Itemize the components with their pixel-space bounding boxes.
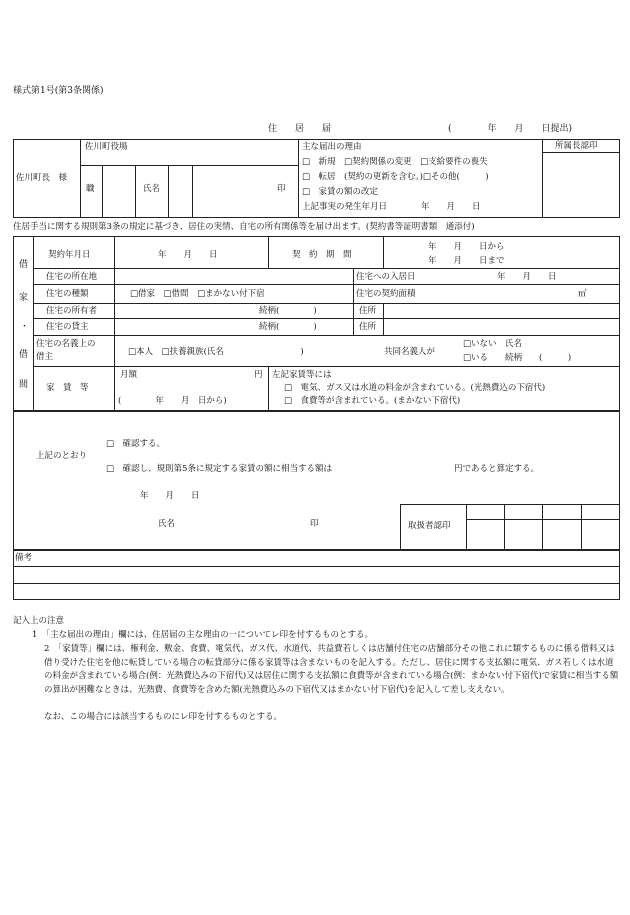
note-item-1: 1 「主な届出の理由」欄には、住居届の主な理由の一についてレ印を付するものとする。: [32, 630, 373, 640]
contract-date-label: 契約年月日: [48, 250, 91, 260]
landlord-label: 住宅の貸主: [46, 322, 89, 332]
mayor-addressee: 佐川町長 様: [16, 173, 68, 183]
move-in-label: 住宅への入居日: [356, 272, 416, 282]
confirm-date[interactable]: 年 月 日: [140, 491, 200, 501]
submit-date: ( 年 月 日提出): [448, 124, 573, 134]
remarks-frame: [13, 550, 620, 600]
confirm-option-2[interactable]: □ 確認し、規則第5条に規定する家賃の額に相当する額は: [106, 464, 332, 474]
note-item-3: なお、この場合には該当するものにレ印を付するものとする。: [44, 712, 283, 722]
side-label-2: 家: [19, 293, 29, 303]
occurrence-date: 上記事実の発生年月日 年 月 日: [302, 202, 481, 212]
reason-option-3[interactable]: □ 家賃の額の改定: [302, 187, 379, 197]
side-label-1: 借: [19, 260, 29, 270]
landlord-address-label: 住所: [359, 322, 377, 332]
nominee-label-2: 借主: [36, 352, 54, 362]
nominee-label-1: 住宅の名義上の: [36, 339, 96, 349]
area-unit: ㎡: [578, 289, 587, 299]
confirm-lead: 上記のとおり: [36, 451, 88, 461]
position-label: 職: [86, 184, 95, 194]
co-nominee-label: 共同名義人が: [384, 347, 436, 357]
contract-area-label: 住宅の契約面積: [356, 289, 416, 299]
owner-address-label: 住所: [359, 306, 377, 316]
confirm-option-1[interactable]: □ 確認する。: [106, 439, 166, 449]
confirm-seal: 印: [310, 519, 319, 529]
supervisor-seal-label: 所属長認印: [555, 141, 598, 151]
reason-header: 主な届出の理由: [302, 142, 362, 152]
owner-relation[interactable]: 続柄( ): [259, 306, 317, 316]
contract-period-to[interactable]: 年 月 日まで: [428, 256, 505, 266]
form-title: 住 居 届: [268, 124, 332, 134]
reason-option-1[interactable]: □ 新規 □契約関係の変更 □支給要件の喪失: [302, 157, 488, 167]
side-label-4: 借: [19, 350, 29, 360]
location-label: 住宅の所在地: [46, 272, 98, 282]
handler-seal-label: 取扱者認印: [408, 521, 451, 531]
contract-period-label: 契 約 期 間: [292, 250, 352, 260]
name-label: 氏名: [143, 184, 161, 194]
nominee-options[interactable]: □本人 □扶養親族(氏名 ): [128, 347, 304, 357]
co-nominee-exists[interactable]: □いる 続柄 ( ): [463, 353, 572, 363]
move-in-value[interactable]: 年 月 日: [497, 272, 557, 282]
includes-utilities[interactable]: □ 電気、ガス又は水道の料金が含まれている。(光熱費込の下宿代): [284, 383, 546, 393]
rent-start-date[interactable]: ( 年 月 日から): [118, 396, 227, 406]
co-nominee-none[interactable]: □いない 氏名: [463, 339, 523, 349]
confirm-option-2-tail: 円であると算定する。: [454, 464, 540, 474]
includes-header: 左記家賃等には: [272, 370, 332, 380]
rent-label: 家 賃 等: [46, 383, 89, 393]
side-label-5: 間: [19, 380, 29, 390]
reason-option-2[interactable]: □ 転居 (契約の更新を含む。)□その他( ): [302, 172, 489, 182]
notes-heading: 記入上の注意: [13, 616, 65, 626]
confirm-name-label: 氏名: [158, 519, 176, 529]
landlord-relation[interactable]: 続柄( ): [259, 322, 317, 332]
contract-period-from[interactable]: 年 月 日から: [428, 242, 505, 252]
declaration-text: 住居手当に関する規則第3条の規定に基づき、居住の実情、自宅の所有関係等を届け出ます。(契約書等証明書類 通添付): [13, 222, 475, 232]
note-item-2: 2 「家賃等」欄には、権利金、敷金、食費、電気代、ガス代、水道代、共益費若しくは店舗付住宅の店舗部分その他これに類するものに係る借料又は借り受けた住宅を他に転貸している場合の転貸部分に係る家賃等は含まないものを記入する。ただし、居住に関する支払額に電気、ガス若しくは水道の料金が含まれている場合(例：光熱費込みの下宿代)又は居住に関する支払額に食費等が含まれている場合(例：まかない付下宿代)で家賃に相当する額の算出が困難なときは、光熱費、食費等を含めた額(光熱費込みの下宿代又はまかない付下宿代)を記入して差し支えない。: [44, 644, 619, 695]
form-number: 様式第1号(第3条関係): [13, 86, 104, 96]
includes-meals[interactable]: □ 食費等が含まれている。(まかない下宿代): [284, 396, 461, 406]
housing-type-options[interactable]: □借家 □借間 □まかない付下宿: [130, 289, 265, 299]
seal-mark: 印: [277, 184, 286, 194]
contract-date-value[interactable]: 年 月 日: [158, 250, 218, 260]
office-name: 佐川町役場: [85, 142, 128, 152]
monthly-label: 月額: [120, 370, 138, 380]
housing-type-label: 住宅の種類: [46, 289, 89, 299]
owner-label: 住宅の所有者: [46, 306, 98, 316]
remarks-label: 備考: [15, 553, 33, 563]
side-label-3: ・: [20, 322, 30, 332]
yen-unit: 円: [254, 370, 263, 380]
